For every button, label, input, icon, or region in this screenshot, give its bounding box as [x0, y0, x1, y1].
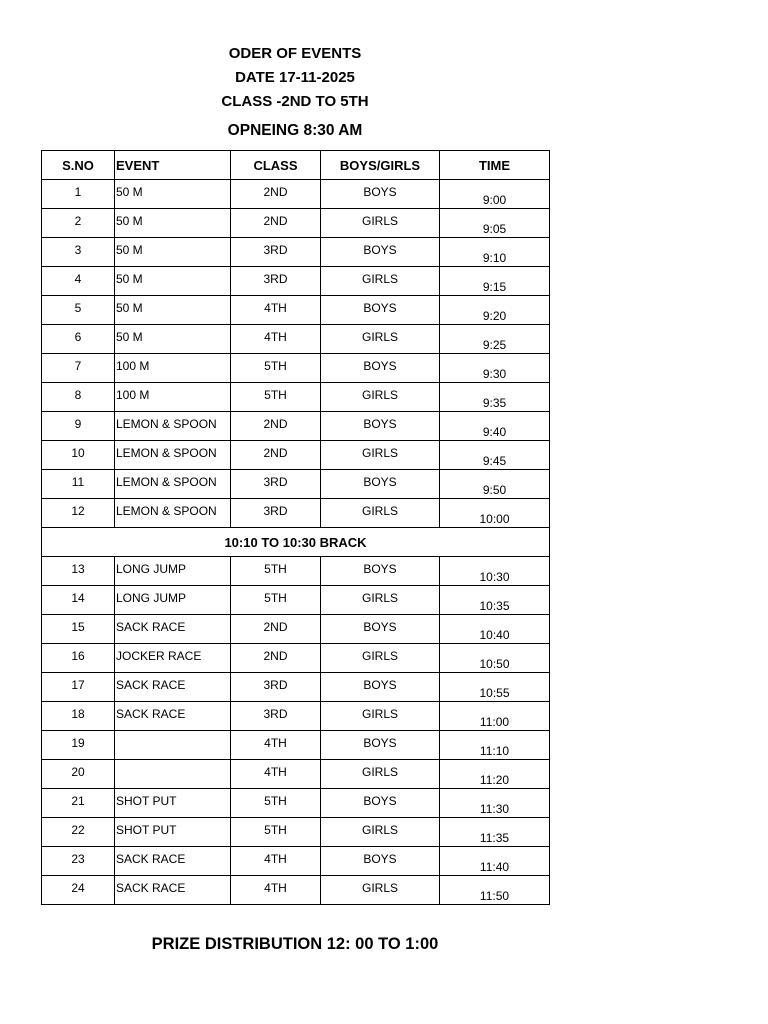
cell-boys-girls: GIRLS [321, 499, 440, 528]
cell-event: SACK RACE [115, 615, 231, 644]
table-row [42, 470, 550, 499]
cell-boys-girls: GIRLS [321, 209, 440, 238]
cell-event: SACK RACE [115, 847, 231, 876]
cell-sno: 1 [42, 180, 115, 209]
cell-sno: 11 [42, 470, 115, 499]
table-row [42, 267, 550, 296]
column-header-class: CLASS [231, 151, 321, 180]
cell-event: JOCKER RACE [115, 644, 231, 673]
table-row [42, 383, 550, 412]
cell-event: 50 M [115, 325, 231, 354]
table-row [42, 586, 550, 615]
cell-event: 50 M [115, 238, 231, 267]
cell-boys-girls: GIRLS [321, 267, 440, 296]
cell-class: 2ND [231, 180, 321, 209]
table-row [42, 760, 550, 789]
cell-time: 9:25 [440, 325, 550, 354]
opening-time: OPNEING 8:30 AM [227, 122, 363, 139]
cell-time: 11:00 [440, 702, 550, 731]
table-row [42, 702, 550, 731]
table-row [42, 644, 550, 673]
break-row [42, 528, 550, 557]
cell-time: 9:00 [440, 180, 550, 209]
cell-boys-girls: GIRLS [321, 383, 440, 412]
table-row [42, 876, 550, 905]
cell-time: 9:40 [440, 412, 550, 441]
cell-time: 11:30 [440, 789, 550, 818]
cell-time: 9:20 [440, 296, 550, 325]
cell-time: 11:35 [440, 818, 550, 847]
cell-class: 5TH [231, 789, 321, 818]
table-row [42, 325, 550, 354]
cell-class: 2ND [231, 412, 321, 441]
cell-boys-girls: GIRLS [321, 644, 440, 673]
table-body [42, 180, 550, 905]
cell-event: LEMON & SPOON [115, 470, 231, 499]
cell-class: 5TH [231, 557, 321, 586]
cell-sno: 7 [42, 354, 115, 383]
cell-time: 11:20 [440, 760, 550, 789]
cell-event: 50 M [115, 180, 231, 209]
cell-sno: 12 [42, 499, 115, 528]
cell-class: 4TH [231, 847, 321, 876]
cell-sno: 19 [42, 731, 115, 760]
column-header-sno: S.NO [42, 151, 115, 180]
cell-time: 10:00 [440, 499, 550, 528]
cell-time: 10:50 [440, 644, 550, 673]
cell-event [115, 760, 231, 789]
cell-boys-girls: BOYS [321, 180, 440, 209]
cell-sno: 13 [42, 557, 115, 586]
cell-sno: 21 [42, 789, 115, 818]
cell-sno: 9 [42, 412, 115, 441]
cell-sno: 2 [42, 209, 115, 238]
cell-boys-girls: GIRLS [321, 876, 440, 905]
event-date: DATE 17-11-2025 [235, 69, 355, 86]
cell-sno: 14 [42, 586, 115, 615]
cell-event: LONG JUMP [115, 586, 231, 615]
cell-class: 3RD [231, 673, 321, 702]
cell-time: 9:15 [440, 267, 550, 296]
cell-time: 11:40 [440, 847, 550, 876]
cell-sno: 15 [42, 615, 115, 644]
table-row [42, 238, 550, 267]
cell-boys-girls: BOYS [321, 789, 440, 818]
cell-event: SACK RACE [115, 876, 231, 905]
cell-time: 9:10 [440, 238, 550, 267]
cell-class: 3RD [231, 267, 321, 296]
cell-boys-girls: BOYS [321, 412, 440, 441]
cell-boys-girls: GIRLS [321, 586, 440, 615]
cell-class: 4TH [231, 296, 321, 325]
cell-class: 3RD [231, 499, 321, 528]
cell-boys-girls: BOYS [321, 615, 440, 644]
cell-time: 9:50 [440, 470, 550, 499]
cell-event: 50 M [115, 296, 231, 325]
cell-sno: 23 [42, 847, 115, 876]
table-row [42, 499, 550, 528]
cell-sno: 8 [42, 383, 115, 412]
cell-boys-girls: BOYS [321, 847, 440, 876]
table-row [42, 180, 550, 209]
cell-class: 2ND [231, 644, 321, 673]
table-row [42, 818, 550, 847]
cell-boys-girls: BOYS [321, 354, 440, 383]
cell-event: SACK RACE [115, 673, 231, 702]
cell-event: LEMON & SPOON [115, 412, 231, 441]
cell-class: 4TH [231, 731, 321, 760]
table-row [42, 615, 550, 644]
cell-boys-girls: BOYS [321, 470, 440, 499]
cell-time: 11:10 [440, 731, 550, 760]
table-row [42, 789, 550, 818]
table-row [42, 731, 550, 760]
table-row [42, 412, 550, 441]
cell-sno: 16 [42, 644, 115, 673]
cell-event: LEMON & SPOON [115, 499, 231, 528]
cell-boys-girls: GIRLS [321, 325, 440, 354]
cell-sno: 10 [42, 441, 115, 470]
cell-event: SHOT PUT [115, 818, 231, 847]
cell-event: SACK RACE [115, 702, 231, 731]
cell-class: 2ND [231, 441, 321, 470]
cell-class: 3RD [231, 702, 321, 731]
cell-class: 5TH [231, 586, 321, 615]
cell-class: 2ND [231, 209, 321, 238]
cell-boys-girls: BOYS [321, 731, 440, 760]
cell-boys-girls: GIRLS [321, 760, 440, 789]
cell-boys-girls: GIRLS [321, 441, 440, 470]
table-row [42, 557, 550, 586]
cell-class: 4TH [231, 876, 321, 905]
cell-class: 4TH [231, 325, 321, 354]
column-header-time: TIME [440, 151, 550, 180]
cell-boys-girls: GIRLS [321, 818, 440, 847]
cell-time: 10:30 [440, 557, 550, 586]
cell-boys-girls: GIRLS [321, 702, 440, 731]
cell-boys-girls: BOYS [321, 673, 440, 702]
cell-boys-girls: BOYS [321, 238, 440, 267]
cell-event: LONG JUMP [115, 557, 231, 586]
table-row [42, 441, 550, 470]
cell-event: 100 M [115, 354, 231, 383]
cell-sno: 22 [42, 818, 115, 847]
cell-time: 10:35 [440, 586, 550, 615]
cell-time: 10:40 [440, 615, 550, 644]
table-row [42, 354, 550, 383]
class-range: CLASS -2ND TO 5TH [221, 93, 369, 110]
cell-boys-girls: BOYS [321, 296, 440, 325]
table-row [42, 673, 550, 702]
cell-class: 5TH [231, 818, 321, 847]
cell-sno: 17 [42, 673, 115, 702]
cell-time: 9:35 [440, 383, 550, 412]
cell-boys-girls: BOYS [321, 557, 440, 586]
table-row [42, 209, 550, 238]
cell-time: 11:50 [440, 876, 550, 905]
break-time: 10:10 TO 10:30 BRACK [42, 528, 550, 557]
table-row [42, 296, 550, 325]
cell-sno: 20 [42, 760, 115, 789]
cell-sno: 5 [42, 296, 115, 325]
cell-class: 2ND [231, 615, 321, 644]
cell-event: SHOT PUT [115, 789, 231, 818]
cell-class: 4TH [231, 760, 321, 789]
cell-class: 3RD [231, 470, 321, 499]
cell-time: 9:45 [440, 441, 550, 470]
cell-time: 10:55 [440, 673, 550, 702]
cell-time: 9:30 [440, 354, 550, 383]
cell-event: 100 M [115, 383, 231, 412]
document-title: ODER OF EVENTS [228, 45, 362, 62]
cell-event: 50 M [115, 209, 231, 238]
cell-class: 5TH [231, 354, 321, 383]
table-header-row [42, 151, 550, 180]
column-header-boys-girls: BOYS/GIRLS [321, 151, 440, 180]
cell-class: 3RD [231, 238, 321, 267]
cell-event [115, 731, 231, 760]
events-table [41, 150, 550, 905]
cell-event: LEMON & SPOON [115, 441, 231, 470]
prize-distribution: PRIZE DISTRIBUTION 12: 00 TO 1:00 [151, 935, 439, 953]
cell-class: 5TH [231, 383, 321, 412]
cell-sno: 3 [42, 238, 115, 267]
cell-time: 9:05 [440, 209, 550, 238]
table-row [42, 847, 550, 876]
cell-event: 50 M [115, 267, 231, 296]
column-header-event: EVENT [115, 151, 231, 180]
cell-sno: 4 [42, 267, 115, 296]
cell-sno: 24 [42, 876, 115, 905]
cell-sno: 6 [42, 325, 115, 354]
cell-sno: 18 [42, 702, 115, 731]
